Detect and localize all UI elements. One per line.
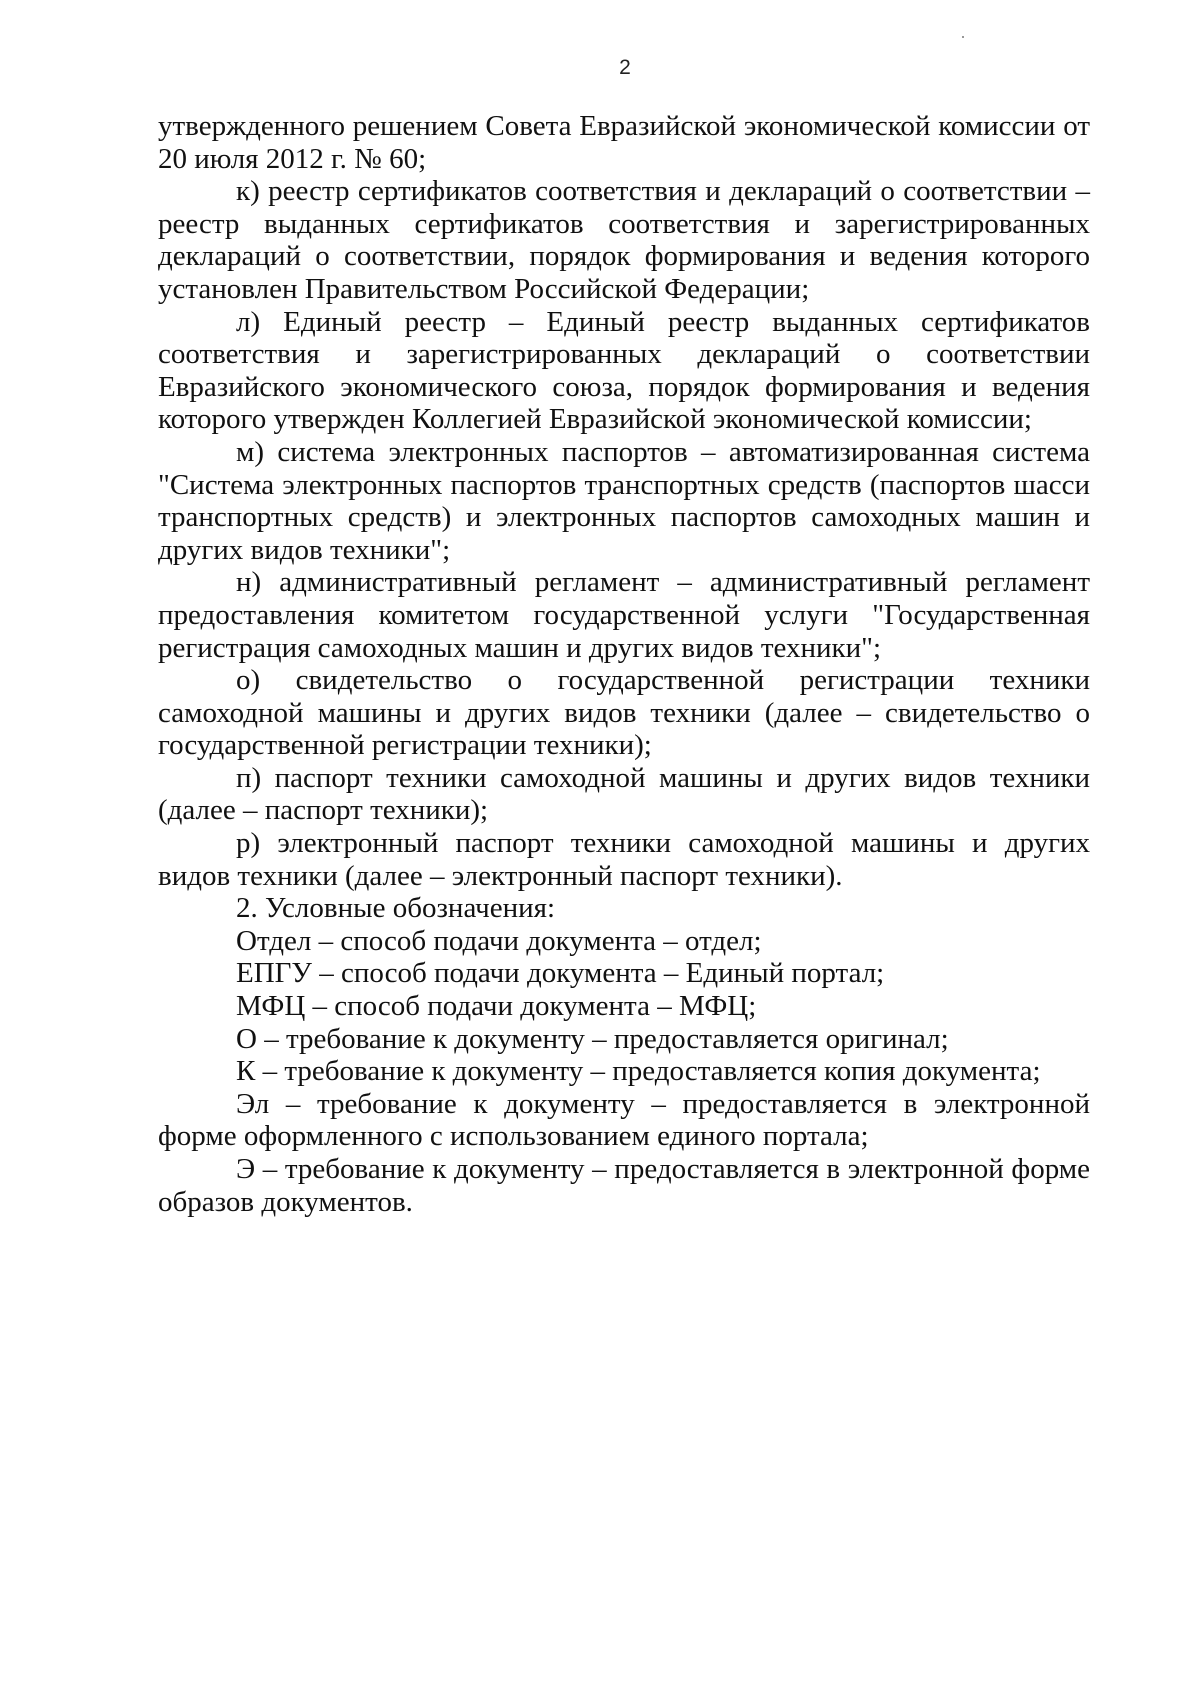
paragraph-continuation: утвержденного решением Совета Евразийской экономической комиссии от 20 июля 2012 г. № 60;: [158, 110, 1090, 175]
paragraph-o-registration-certificate: о) свидетельство о государственной регистрации техники самоходной машины и других видов техники (далее – свидетельство о государственной регистрации техники);: [158, 664, 1090, 762]
document-body: [158, 110, 1090, 1218]
paragraph-r-electronic-equipment-passport: р) электронный паспорт техники самоходной машины и других видов техники (далее – электронный паспорт техники).: [158, 827, 1090, 892]
paragraph-m-electronic-passport-system: м) система электронных паспортов – автоматизированная система "Система электронных паспортов транспортных средств (паспортов шасси транспортных средств) и электронных паспортов самоходных машин и других видов техники";: [158, 435, 1090, 566]
paragraph-n-administrative-regulation: н) административный регламент – административный регламент предоставления комитетом государственной услуги "Государственная регистрация самоходных машин и других видов техники";: [158, 566, 1090, 664]
scan-speck: [962, 36, 964, 38]
paragraph-l-unified-registry: л) Единый реестр – Единый реестр выданных сертификатов соответствия и зарегистрированных деклараций о соответствии Евразийского экономического союза, порядок формирования и ведения которого утвержден Коллегией Евразийской экономической комиссии;: [158, 305, 1090, 436]
legend-item-copy: К – требование к документу – предоставляется копия документа;: [236, 1055, 1041, 1088]
legend-item-mfc: МФЦ – способ подачи документа – МФЦ;: [236, 990, 757, 1023]
legend-item-electronic-images: Э – требование к документу – предоставляется в электронной форме образов документов.: [158, 1153, 1090, 1218]
legend-item-original: О – требование к документу – предоставляется оригинал;: [236, 1022, 949, 1055]
page-number: 2: [619, 56, 631, 79]
legend-item-epgu: ЕПГУ – способ подачи документа – Единый портал;: [236, 957, 885, 990]
legend-item-department: Отдел – способ подачи документа – отдел;: [236, 924, 762, 957]
legend-item-electronic-portal: Эл – требование к документу – предоставляется в электронной форме оформленного с использованием единого портала;: [158, 1087, 1090, 1153]
paragraph-k-certificate-registry: к) реестр сертификатов соответствия и деклараций о соответствии – реестр выданных сертификатов соответствия и зарегистрированных деклараций о соответствии, порядок формирования и ведения которого установлен Правительством Российской Федерации;: [158, 175, 1090, 305]
section-2-heading: 2. Условные обозначения:: [236, 892, 556, 925]
paragraph-p-equipment-passport: п) паспорт техники самоходной машины и других видов техники (далее – паспорт техники);: [158, 761, 1090, 827]
